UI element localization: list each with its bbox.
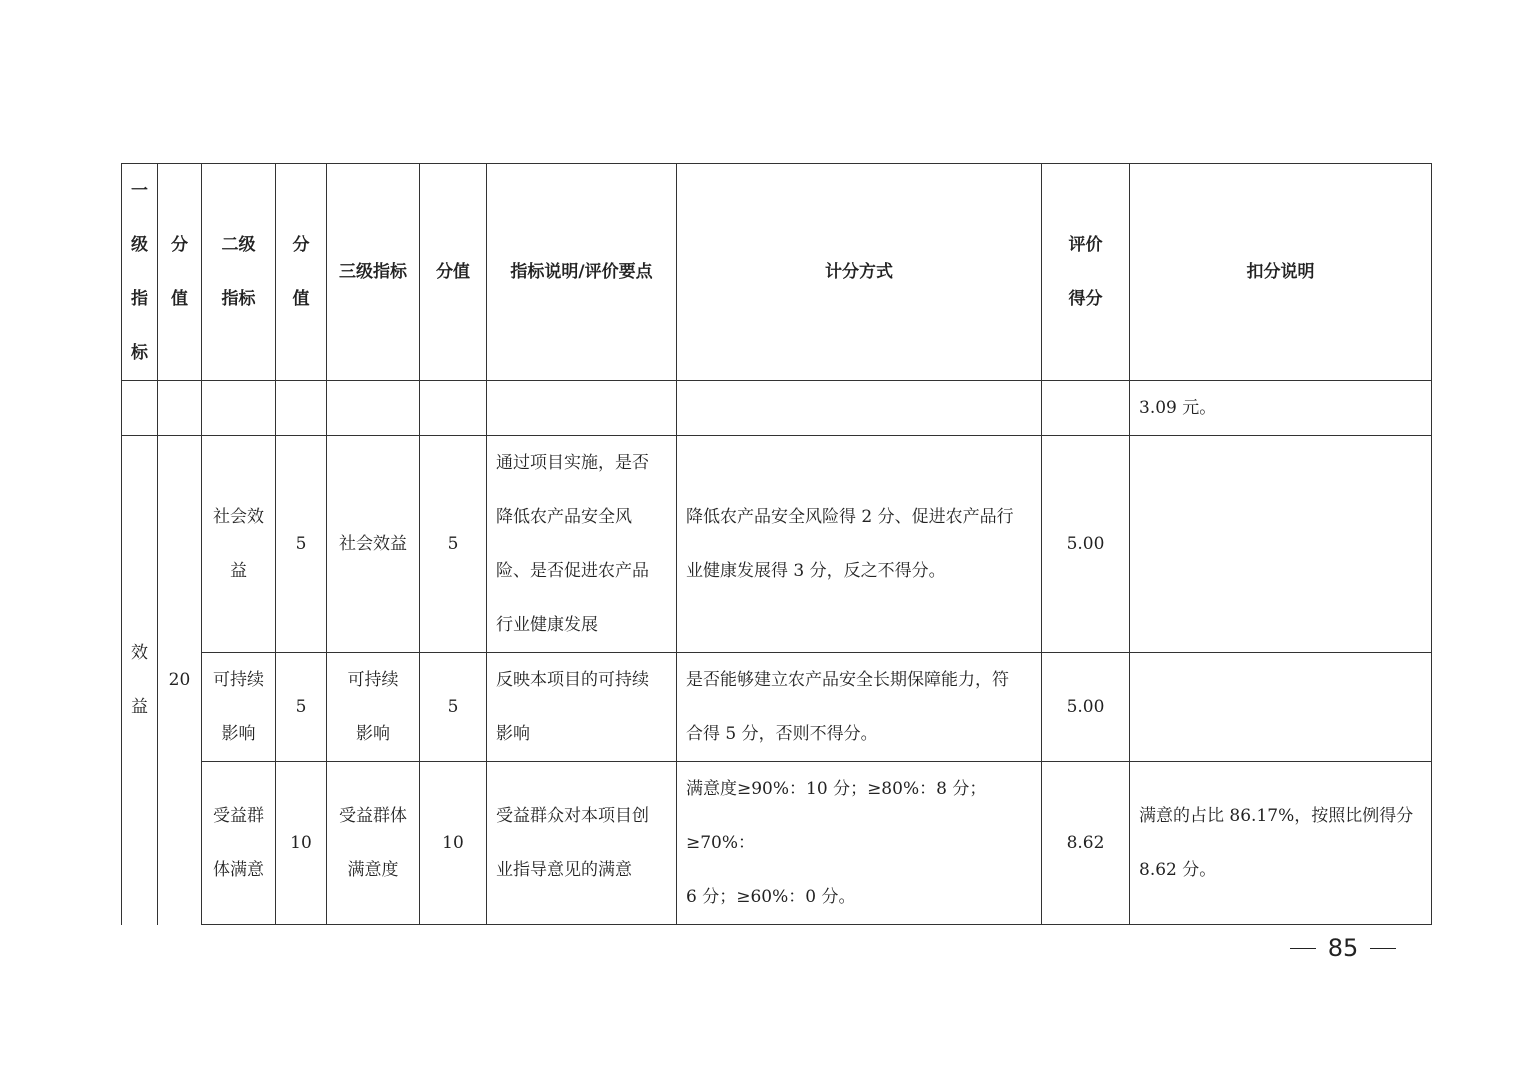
- row-method: 是否能够建立农产品安全长期保障能力，符 合得 5 分，否则不得分。: [677, 653, 1042, 762]
- page-number: [1288, 928, 1398, 968]
- table-row: [122, 762, 1432, 925]
- row-deduction: [1130, 653, 1432, 762]
- empty-cell: [677, 381, 1042, 436]
- row-level3: 可持续 影响: [327, 653, 420, 762]
- row-evaluation: 5.00: [1042, 653, 1130, 762]
- row-deduction: 满意的占比 86.17%，按照比例得分 8.62 分。: [1130, 762, 1432, 925]
- header-level1: 一 级 指 标: [122, 164, 158, 381]
- empty-cell: [487, 381, 677, 436]
- header-score1: 分 值: [158, 164, 202, 381]
- row-evaluation: 8.62: [1042, 762, 1130, 925]
- page-number-dash-right: [1370, 948, 1396, 949]
- header-score3: 分值: [420, 164, 487, 381]
- group-level1: 效 益: [122, 436, 158, 925]
- row-level2: 受益群 体满意: [202, 762, 276, 925]
- header-level3: 三级指标: [327, 164, 420, 381]
- continuation-deduction: 3.09 元。: [1130, 381, 1432, 436]
- row-level3: 受益群体 满意度: [327, 762, 420, 925]
- page-number-dash-left: [1290, 948, 1316, 949]
- row-deduction: [1130, 436, 1432, 653]
- row-description: 通过项目实施，是否 降低农产品安全风 险、是否促进农产品 行业健康发展: [487, 436, 677, 653]
- row-score2: 10: [276, 762, 327, 925]
- row-score3: 10: [420, 762, 487, 925]
- empty-cell: [158, 381, 202, 436]
- table-row: [122, 653, 1432, 762]
- header-row: [122, 164, 1432, 381]
- row-level2: 可持续 影响: [202, 653, 276, 762]
- header-deduction: 扣分说明: [1130, 164, 1432, 381]
- row-level2: 社会效 益: [202, 436, 276, 653]
- header-score2: 分 值: [276, 164, 327, 381]
- row-description: 反映本项目的可持续 影响: [487, 653, 677, 762]
- header-description: 指标说明/评价要点: [487, 164, 677, 381]
- row-evaluation: 5.00: [1042, 436, 1130, 653]
- empty-cell: [202, 381, 276, 436]
- table-row: [122, 436, 1432, 653]
- header-evaluation: 评价 得分: [1042, 164, 1130, 381]
- empty-cell: [327, 381, 420, 436]
- row-method: 降低农产品安全风险得 2 分、促进农产品行 业健康发展得 3 分，反之不得分。: [677, 436, 1042, 653]
- page-number-value: 85: [1327, 934, 1359, 962]
- row-score3: 5: [420, 653, 487, 762]
- empty-cell: [1042, 381, 1130, 436]
- header-level2: 二级 指标: [202, 164, 276, 381]
- row-method: 满意度≥90%：10 分；≥80%：8 分；≥70%： 6 分；≥60%：0 分。: [677, 762, 1042, 925]
- row-description: 受益群众对本项目创 业指导意见的满意: [487, 762, 677, 925]
- empty-cell: [276, 381, 327, 436]
- group-score1: 20: [158, 436, 202, 925]
- continuation-row: [122, 381, 1432, 436]
- header-method: 计分方式: [677, 164, 1042, 381]
- empty-cell: [420, 381, 487, 436]
- row-score3: 5: [420, 436, 487, 653]
- row-score2: 5: [276, 653, 327, 762]
- empty-cell: [122, 381, 158, 436]
- evaluation-table: [121, 163, 1432, 925]
- row-level3: 社会效益: [327, 436, 420, 653]
- row-score2: 5: [276, 436, 327, 653]
